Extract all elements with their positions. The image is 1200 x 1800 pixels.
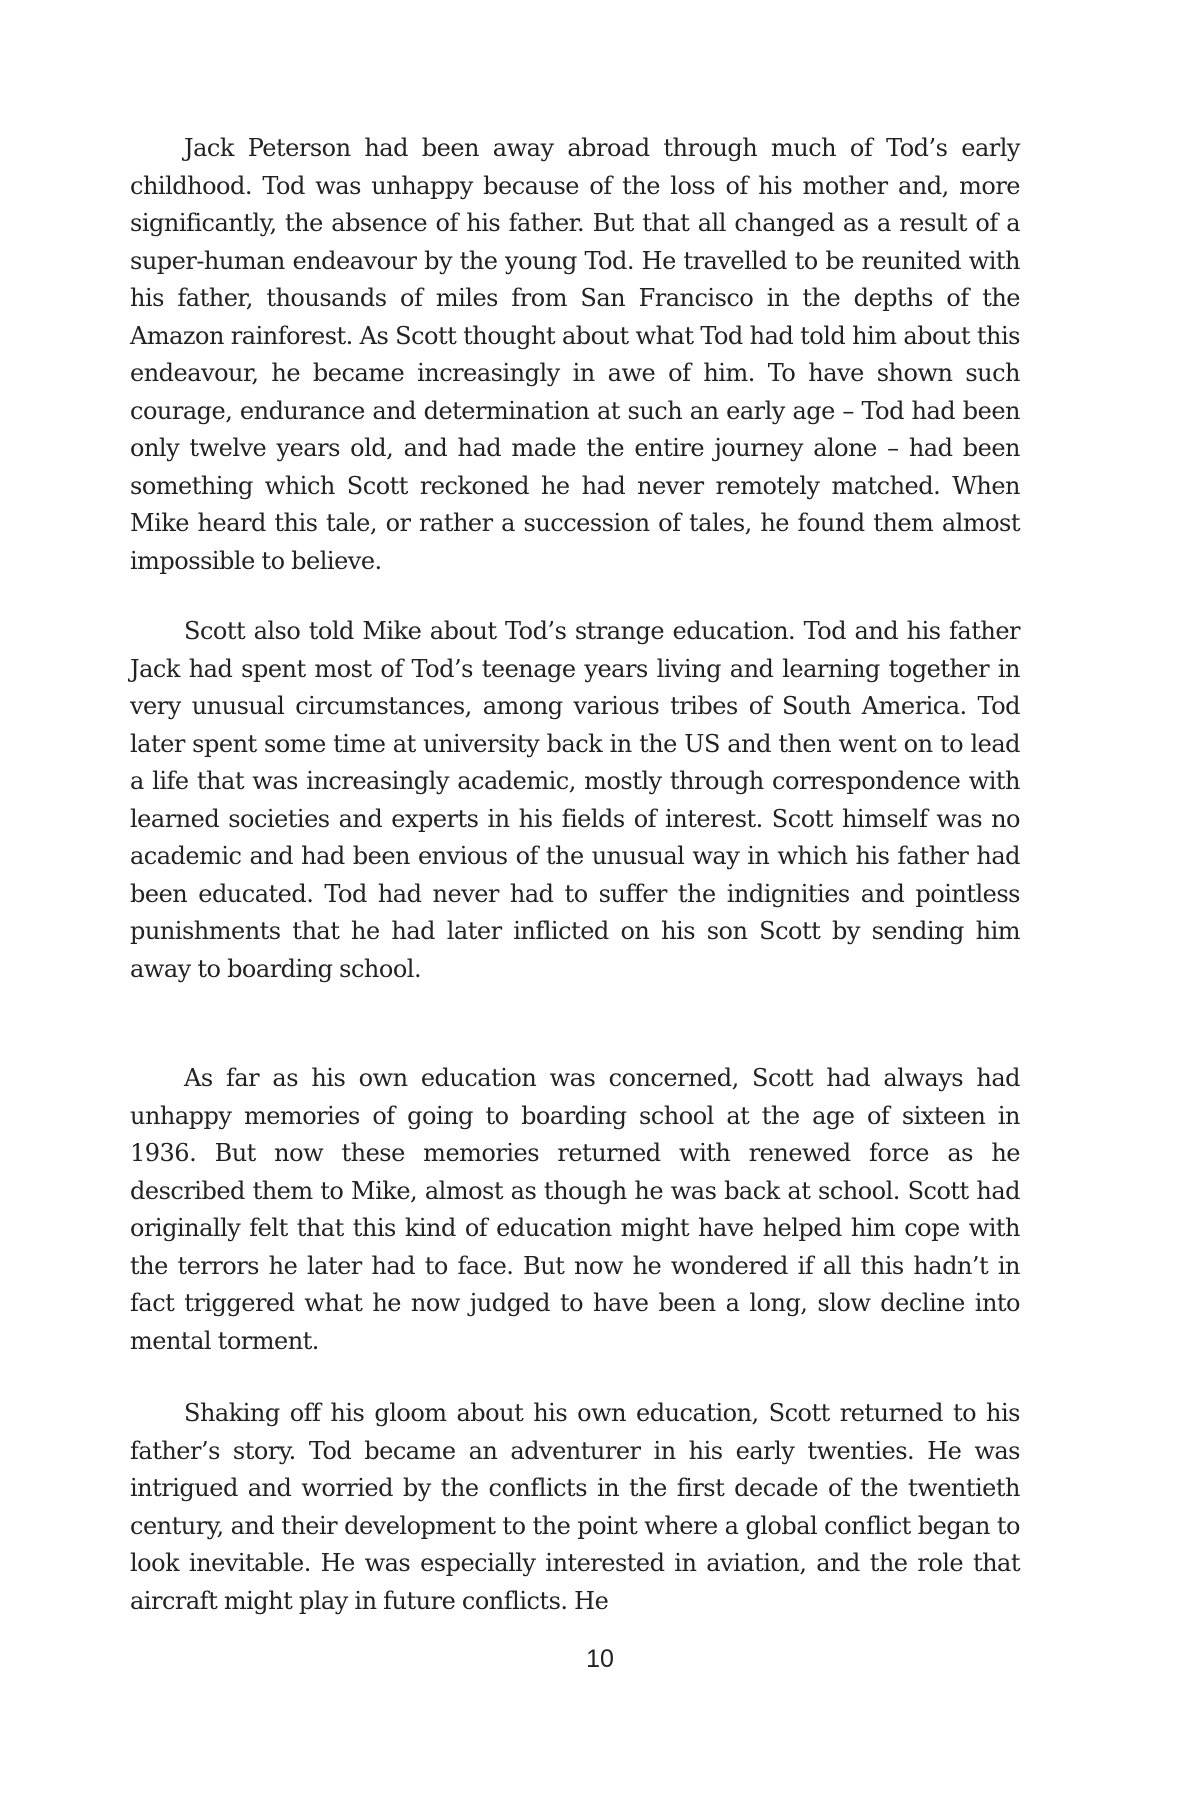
paragraph-2-block bbox=[130, 613, 1020, 988]
paragraph-4-block bbox=[130, 1395, 1020, 1620]
page-number: 10 bbox=[586, 1645, 614, 1673]
paragraph-1-block bbox=[130, 130, 1020, 580]
paragraph: Scott also told Mike about Tod’s strange education. Tod and his father Jack had spent most of Tod’s teenage years living and learning together in very unusual circumstances, among various tribes of South America. Tod later spent some time at university back in the US and then went on to lead a life that was increasingly academic, mostly through correspondence with learned societies and experts in his fields of interest. Scott himself was no academic and had been envious of the unusual way in which his father had been educated. Tod had never had to suffer the indignities and pointless punishments that he had later inflicted on his son Scott by sending him away to boarding school. bbox=[130, 617, 1020, 983]
paragraph: As far as his own education was concerned, Scott had always had unhappy memories of going to boarding school at the age of sixteen in 1936. But now these memories returned with renewed force as he described them to Mike, almost as though he was back at school. Scott had originally felt that this kind of education might have helped him cope with the terrors he later had to face. But now he wondered if all this hadn’t in fact triggered what he now judged to have been a long, slow decline into mental torment. bbox=[130, 1064, 1020, 1355]
paragraph: Jack Peterson had been away abroad through much of Tod’s early childhood. Tod was unhappy because of the loss of his mother and, more significantly, the absence of his father. But that all changed as a result of a super-human endeavour by the young Tod. He travelled to be reunited with his father, thousands of miles from San Francisco in the depths of the Amazon rainforest. As Scott thought about what Tod had told him about this endeavour, he became increasingly in awe of him. To have shown such courage, endurance and determination at such an early age – Tod had been only twelve years old, and had made the entire journey alone – had been something which Scott reckoned he had never remotely matched. When Mike heard this tale, or rather a succession of tales, he found them almost impossible to believe. bbox=[130, 134, 1020, 575]
paragraph-3-block bbox=[130, 1060, 1020, 1360]
paragraph: Shaking off his gloom about his own education, Scott returned to his father’s story. Tod became an adventurer in his early twenties. He was intrigued and worried by the conflicts in the first decade of the twentieth century, and their development to the point where a global conflict began to look inevitable. He was especially interested in aviation, and the role that aircraft might play in future conflicts. He bbox=[130, 1399, 1020, 1615]
